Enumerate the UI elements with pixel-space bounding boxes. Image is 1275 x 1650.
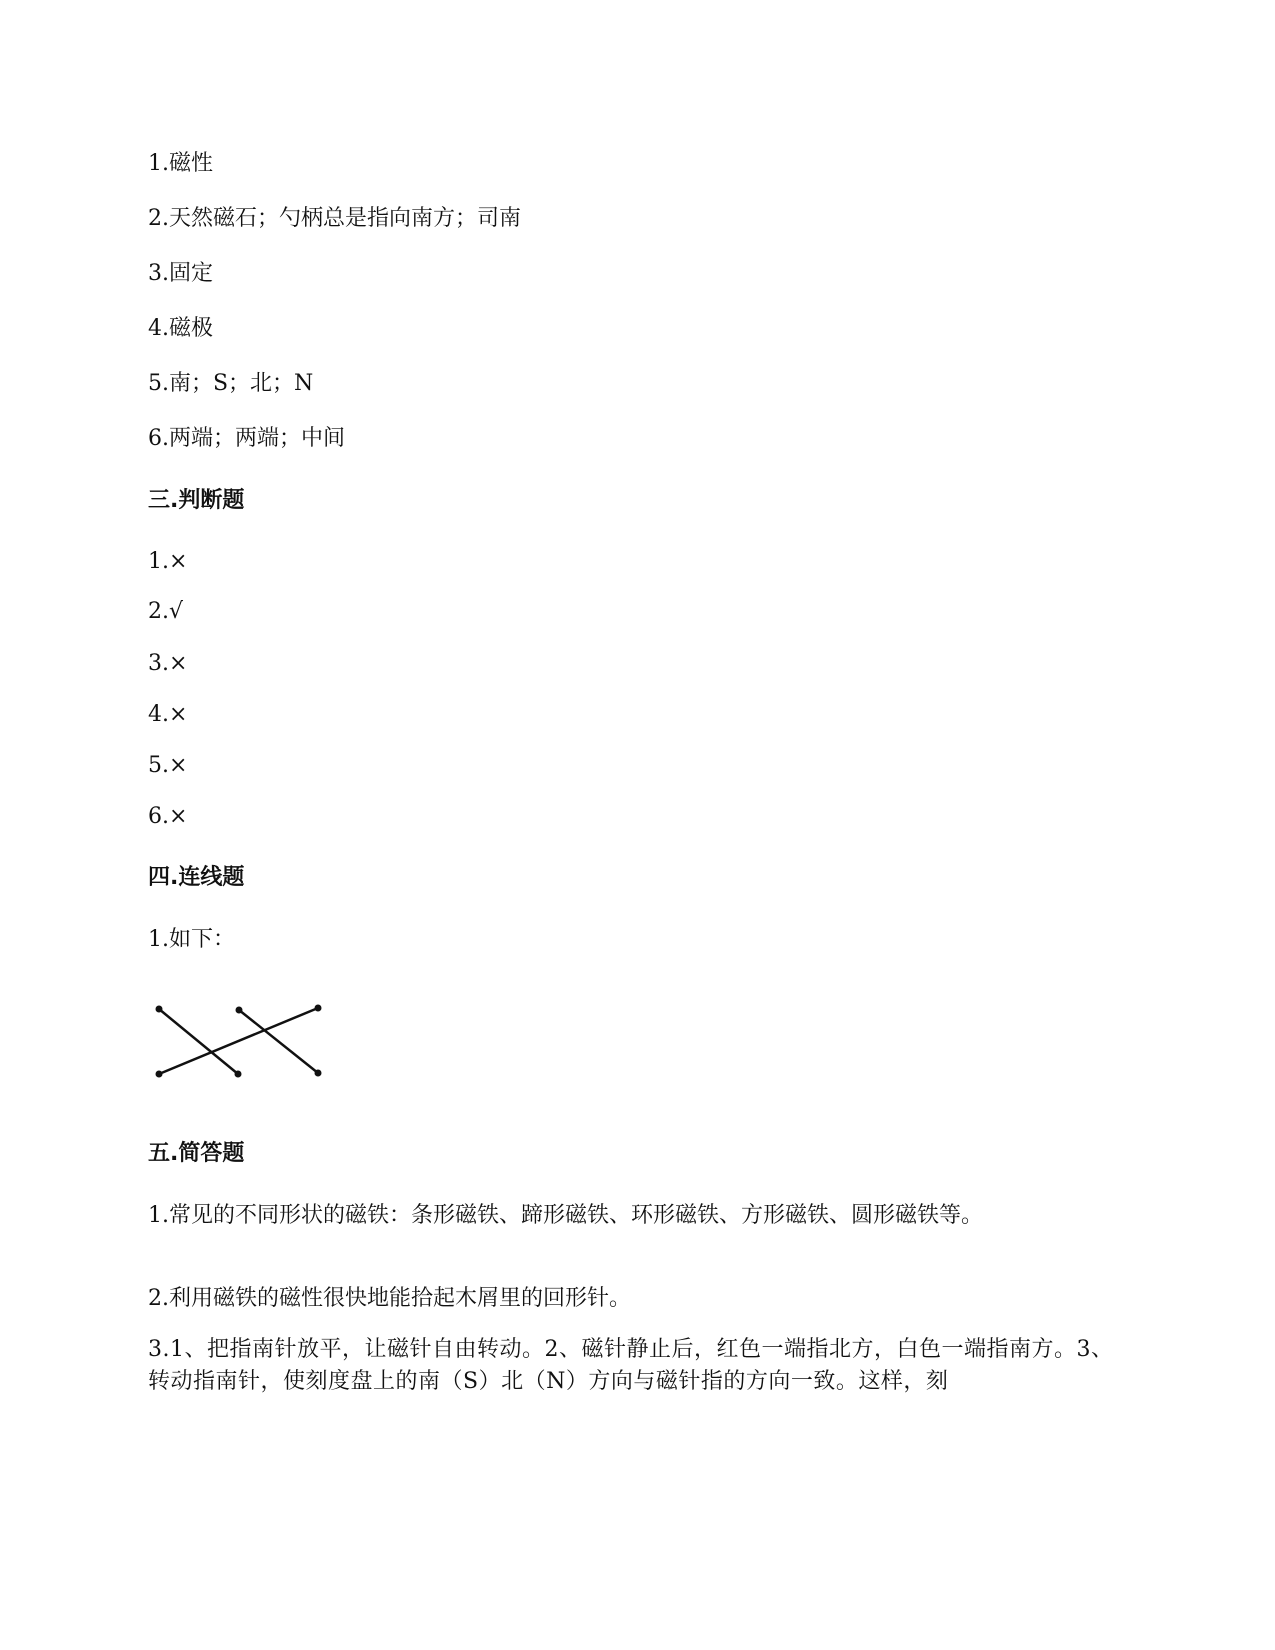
fill-answer-6: 6.两端；两端；中间 — [148, 426, 345, 451]
judge-answer-1: 1.× — [148, 549, 188, 574]
short-answer-3: 3.1、把指南针放平，让磁针自由转动。2、磁针静止后，红色一端指北方，白色一端指南方。3、转动指南针，使刻度盘上的南（S）北（N）方向与磁针指的方向一致。这样，刻 — [148, 1337, 1114, 1394]
match-dot — [315, 1070, 322, 1077]
fill-answer-4: 4.磁极 — [148, 316, 213, 341]
match-line-a — [159, 1009, 238, 1074]
fill-answer-5: 5.南；S；北；N — [148, 371, 314, 396]
match-dot — [315, 1005, 322, 1012]
match-dot — [235, 1071, 242, 1078]
short-answer-2: 2.利用磁铁的磁性很快地能拾起木屑里的回形针。 — [148, 1286, 631, 1311]
match-dot — [236, 1007, 243, 1014]
fill-answer-1: 1.磁性 — [148, 151, 213, 176]
match-dot — [156, 1071, 163, 1078]
section-match-title: 四.连线题 — [148, 865, 245, 890]
match-line-c — [159, 1008, 318, 1074]
section-judge-title: 三.判断题 — [148, 488, 245, 513]
match-line-b — [239, 1010, 318, 1073]
judge-answer-4: 4.× — [148, 702, 188, 727]
short-answer-1: 1.常见的不同形状的磁铁：条形磁铁、蹄形磁铁、环形磁铁、方形磁铁、圆形磁铁等。 — [148, 1203, 983, 1228]
fill-answer-3: 3.固定 — [148, 261, 213, 286]
judge-answer-2: 2.√ — [148, 599, 184, 624]
match-answer-intro: 1.如下： — [148, 927, 235, 952]
match-dot — [156, 1006, 163, 1013]
judge-answer-3: 3.× — [148, 651, 188, 676]
matching-lines-diagram — [150, 1000, 330, 1080]
fill-answer-2: 2.天然磁石；勺柄总是指向南方；司南 — [148, 206, 521, 231]
section-short-title: 五.简答题 — [148, 1141, 245, 1166]
judge-answer-5: 5.× — [148, 753, 188, 778]
judge-answer-6: 6.× — [148, 804, 188, 829]
